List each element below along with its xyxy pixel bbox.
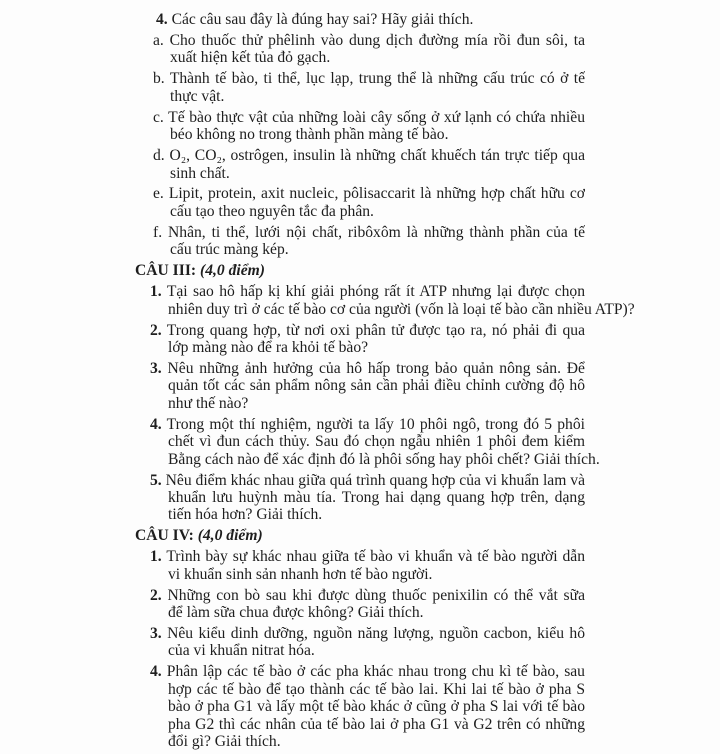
question-item — [0, 322, 720, 357]
item-label: d. — [153, 147, 165, 165]
text-line — [150, 283, 585, 300]
line-text: Trình bày sự khác nhau giữa tế bào vi khuẩn và tế bào người dẫn — [166, 548, 585, 566]
line-text: vi khuẩn sinh sản nhanh hơn tế bào người. — [168, 565, 433, 583]
text-line — [153, 224, 585, 241]
text-line — [170, 165, 585, 182]
text-line — [153, 70, 585, 87]
item-label: 3. — [150, 625, 162, 643]
item-label: 3. — [150, 359, 162, 377]
true-false-statements — [0, 32, 720, 259]
item-label: 4. — [150, 663, 162, 681]
section-points: (4,0 điểm) — [197, 527, 263, 545]
text-line — [168, 433, 585, 450]
item-label: 5. — [150, 471, 162, 489]
section-heading-cau-iii — [135, 262, 720, 280]
line-text: của vi khuẩn nitrat hóa. — [168, 642, 315, 660]
line-text: nhiên duy trì ở các tế bào cơ của người (vốn là loại tế bào cần nhiều ATP)? — [168, 300, 635, 318]
question-item — [0, 185, 720, 220]
line-text: hợp các tế bào để tạo thành các tế bào lai. Khi lai tế bào ở pha S — [168, 680, 585, 698]
line-text: Trong một thí nghiệm, người ta lấy 10 phôi ngô, trong đó 5 phôi — [166, 415, 585, 433]
item-label: f. — [153, 223, 163, 241]
text-line — [168, 450, 600, 468]
item-label: e. — [153, 185, 164, 203]
section-heading-cau-iv — [135, 527, 720, 545]
question-item — [0, 224, 720, 259]
text-line — [168, 566, 585, 583]
text-line — [168, 395, 585, 412]
line-text: đổi gì? Giải thích. — [168, 732, 281, 750]
line-text: Bằng cách nào để xác định đó là phôi sống hay phôi chết? Giải thích. — [168, 450, 600, 468]
line-text: xuất hiện kết tủa đỏ gạch. — [170, 49, 331, 67]
text-line — [168, 604, 585, 621]
line-text: Nêu những ảnh hưởng của hô hấp trong bảo quản nông sản. Để — [167, 359, 585, 377]
question-item — [0, 587, 720, 622]
line-text: thực vật. — [170, 87, 225, 105]
text-line — [153, 147, 585, 164]
question-item — [0, 283, 720, 318]
item-label: 1. — [150, 283, 162, 301]
line-text: Nêu kiểu dinh dưỡng, nguồn năng lượng, nguồn cacbon, kiểu hô — [167, 625, 585, 643]
item-label: c. — [153, 108, 164, 126]
line-text: quản tốt các sản phẩm nông sản cần phải điều chỉnh cường độ hô — [168, 377, 585, 395]
line-text: lớp màng nào để ra khỏi tế bào? — [168, 339, 369, 356]
text-line — [150, 416, 585, 433]
section-title: CÂU IV: — [135, 527, 194, 545]
document-page — [0, 11, 720, 754]
text-line — [168, 698, 585, 715]
text-line — [153, 185, 585, 202]
item-label: b. — [153, 70, 165, 88]
text-line — [170, 203, 585, 220]
text-line — [150, 360, 585, 377]
text-line — [168, 489, 585, 506]
question-item — [0, 548, 720, 583]
line-text: Những con bò sau khi được dùng thuốc penixilin có thể vắt sữa — [167, 586, 585, 604]
line-text: Nêu điểm khác nhau giữa quá trình quang hợp của vi khuẩn lam và — [165, 471, 585, 489]
question-item — [0, 360, 720, 412]
line-text: Phân lập các tế bào ở các pha khác nhau trong chu kì tế bào, sau — [166, 663, 585, 681]
text-line — [170, 126, 585, 143]
text-line — [168, 716, 585, 733]
text-line — [170, 241, 585, 258]
text-line — [170, 88, 585, 105]
text-line — [153, 32, 585, 49]
question-item — [0, 32, 720, 67]
question-item — [0, 109, 720, 144]
question-item — [0, 70, 720, 105]
text-line — [150, 322, 585, 339]
text-line — [168, 506, 585, 523]
text-line — [150, 548, 585, 565]
section-title: CÂU III: — [135, 262, 197, 280]
line-text: béo không no trong thành phần màng tế bào. — [170, 126, 449, 144]
line-text: cấu trúc màng kép. — [170, 241, 289, 259]
section-3-questions — [0, 283, 720, 523]
line-text: pha G2 thì các nhân của tế bào lai ở pha G1 và G2 trên có những — [168, 715, 585, 733]
question-number: 4. — [156, 11, 168, 28]
question-item — [0, 663, 720, 750]
text-line — [168, 339, 585, 356]
line-text: Tế bào thực vật của những loài cây sống ở xứ lạnh có chứa nhiều — [168, 108, 585, 126]
question-item — [0, 625, 720, 660]
item-label: 4. — [150, 415, 162, 433]
line-text: Lipit, protein, axit nucleic, pôlisaccarit là những hợp chất hữu cơ — [168, 185, 585, 203]
text-line — [150, 587, 585, 604]
question-4-heading — [0, 11, 720, 28]
text-line — [168, 300, 635, 318]
section-points: (4,0 điểm) — [200, 262, 265, 280]
item-label: 2. — [150, 586, 162, 604]
text-line — [150, 472, 585, 489]
text-line — [168, 642, 585, 659]
question-item — [0, 416, 720, 468]
question-item — [0, 472, 720, 524]
text-line — [150, 663, 585, 680]
line-text: như thế nào? — [168, 394, 249, 412]
line-text: tiến hóa hơn? Giải thích. — [168, 506, 323, 524]
line-text: khuẩn lưu huỳnh màu tía. Trong hai dạng quang hợp trên, dạng — [168, 488, 585, 506]
item-label: a. — [153, 31, 164, 49]
line-text: cấu tạo theo nguyên tắc đa phân. — [170, 202, 374, 220]
line-text: O₂, CO₂, ostrôgen, insulin là những chất khuếch tán trực tiếp qua — [169, 147, 585, 165]
line-text: Thành tế bào, ti thể, lục lạp, trung thể là những cấu trúc có ở tế — [169, 70, 585, 88]
line-text: bào ở pha G1 và lấy một tế bào khác ở cũng ở pha S lai với tế bào — [168, 698, 585, 716]
line-text: Trong quang hợp, từ nơi oxi phân tử được tạo ra, nó phải đi qua — [166, 321, 585, 339]
line-text: Cho thuốc thử phêlinh vào dung dịch đường mía rồi đun sôi, ta — [169, 31, 585, 49]
text-line — [153, 109, 585, 126]
text-line — [168, 733, 585, 750]
item-label: 2. — [150, 321, 162, 339]
text-line — [170, 49, 585, 66]
text-line — [150, 625, 585, 642]
line-text: Tại sao hô hấp kị khí giải phóng rất ít ATP nhưng lại được chọn — [166, 283, 585, 301]
line-text: sinh chất. — [170, 164, 230, 182]
text-line — [168, 681, 585, 698]
question-item — [0, 147, 720, 182]
item-label: 1. — [150, 548, 162, 566]
line-text: chết vì đun cách thủy. Sau đó chọn ngẫu nhiên 1 phôi đem kiểm — [168, 433, 585, 451]
question-text: Các câu sau đây là đúng hay sai? Hãy giải thích. — [171, 11, 474, 28]
text-line — [168, 377, 585, 394]
line-text: Nhân, ti thể, lưới nội chất, ribôxôm là những thành phần của tế — [168, 223, 585, 241]
line-text: để làm sữa chua được không? Giải thích. — [168, 604, 424, 622]
section-4-questions — [0, 548, 720, 750]
